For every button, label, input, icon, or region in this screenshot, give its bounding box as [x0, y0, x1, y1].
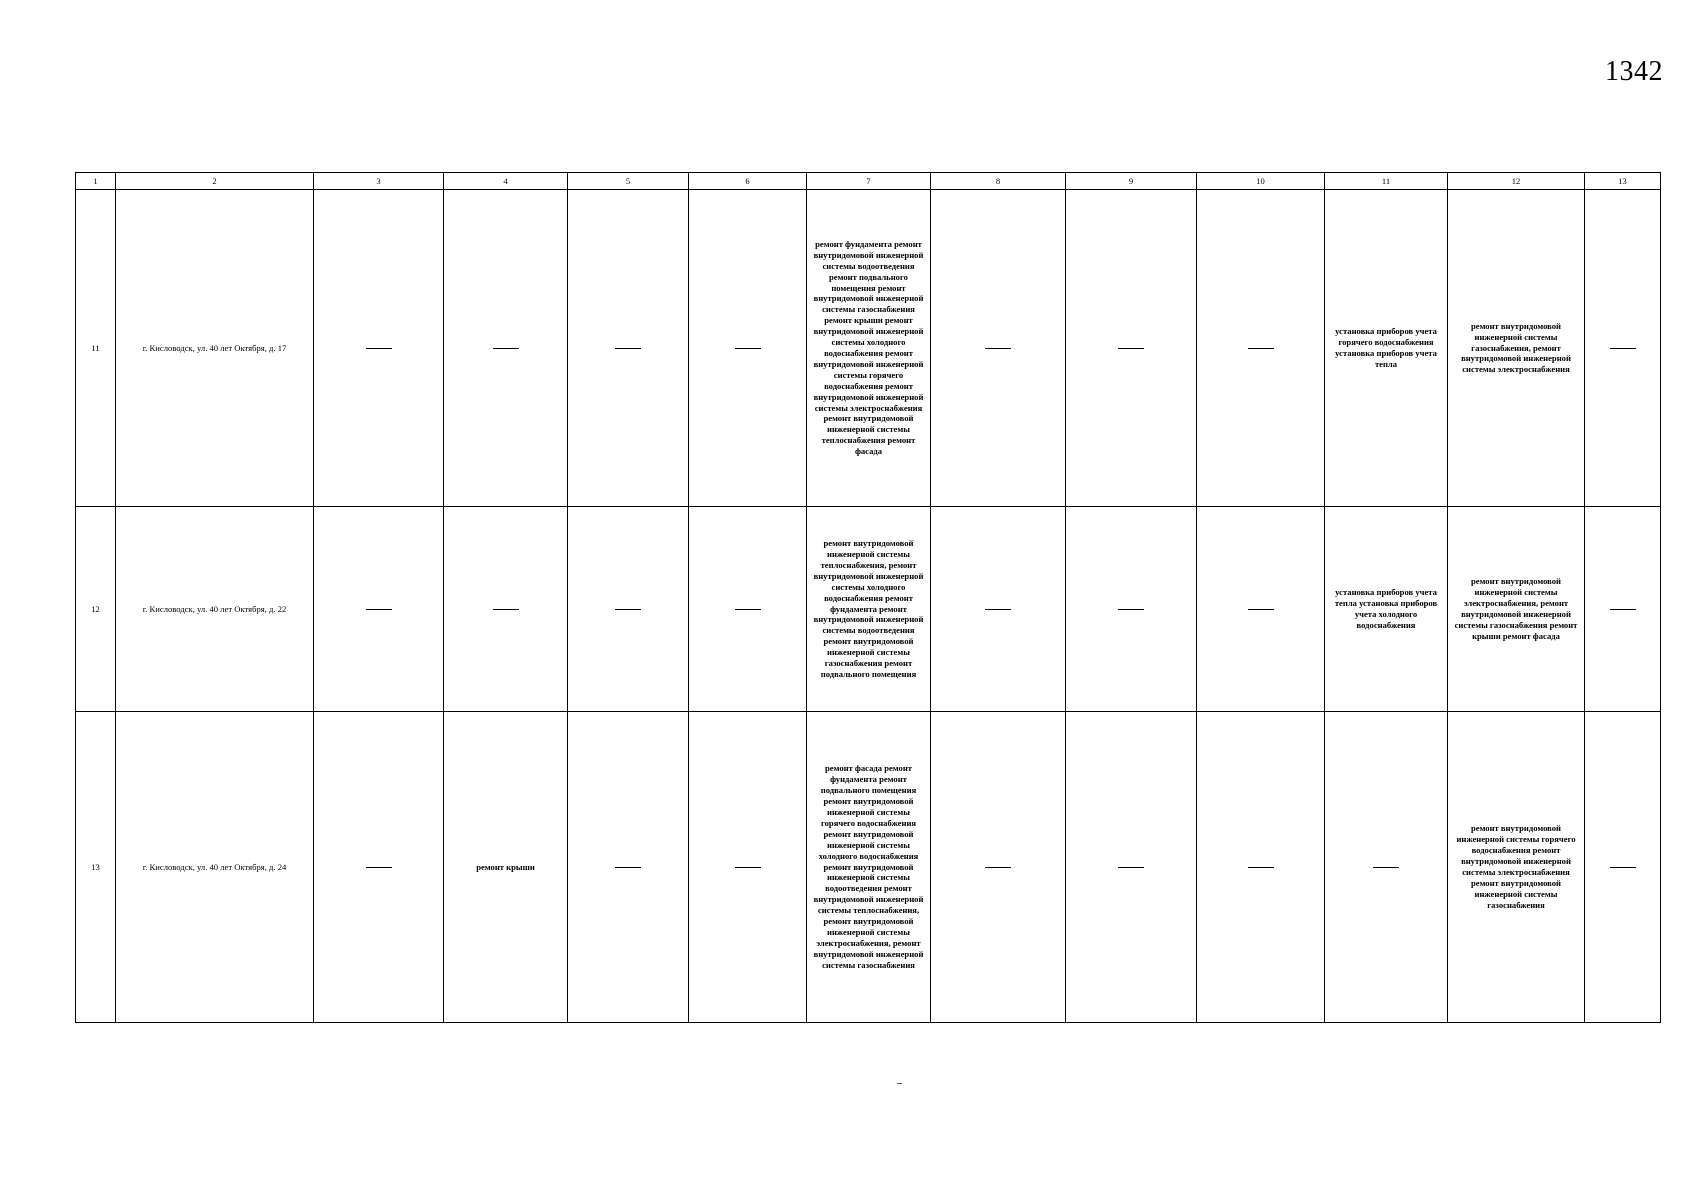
metering-cell: установка приборов учета горячего водоснабжения установка приборов учета тепла [1325, 190, 1448, 507]
cell-col5 [568, 190, 689, 507]
empty-dash [1248, 867, 1274, 868]
cell-col5 [568, 712, 689, 1023]
cell-col8 [931, 190, 1066, 507]
empty-dash [1248, 348, 1274, 349]
scan-mark [897, 1083, 902, 1084]
cell-col13 [1585, 712, 1661, 1023]
column-number: 3 [314, 173, 444, 190]
table-row [76, 507, 1661, 712]
cell-col5 [568, 507, 689, 712]
column-number-row [76, 173, 1661, 190]
column-number: 7 [807, 173, 931, 190]
empty-dash [735, 348, 761, 349]
works-cell: ремонт внутридомовой инженерной системы газоснабжения, ремонт внутридомовой инженерной системы электроснабжения [1448, 190, 1585, 507]
works-cell: ремонт крыши [444, 712, 568, 1023]
empty-dash [985, 609, 1011, 610]
cell-col13 [1585, 507, 1661, 712]
empty-dash [366, 609, 392, 610]
cell-col3 [314, 712, 444, 1023]
empty-dash [493, 609, 519, 610]
empty-dash [985, 348, 1011, 349]
cell-col9 [1066, 712, 1197, 1023]
empty-dash [1610, 348, 1636, 349]
empty-dash [1373, 867, 1399, 868]
cell-col11 [1325, 712, 1448, 1023]
empty-dash [1118, 867, 1144, 868]
empty-dash [1248, 609, 1274, 610]
column-number: 1 [76, 173, 116, 190]
works-cell: ремонт внутридомовой инженерной системы электроснабжения, ремонт внутридомовой инженерной системы газоснабжения ремонт крыши ремонт фасада [1448, 507, 1585, 712]
row-number: 13 [76, 712, 116, 1023]
empty-dash [735, 609, 761, 610]
works-cell: ремонт внутридомовой инженерной системы теплоснабжения, ремонт внутридомовой инженерной системы холодного водоснабжения ремонт фундамента ремонт внутридомовой инженерной системы водоотведения ремонт внутридомовой инженерной системы газоснабжения ремонт подвального помещения [807, 507, 931, 712]
empty-dash [493, 348, 519, 349]
works-cell: ремонт фасада ремонт фундамента ремонт подвального помещения ремонт внутридомовой инженерной системы горячего водоснабжения ремонт внутридомовой инженерной системы холодного водоснабжения ремонт внутридомовой инженерной системы водоотведения ремонт внутридомовой инженерной системы теплоснабжения, ремонт внутридомовой инженерной системы электроснабжения, ремонт внутридомовой инженерной системы газоснабжения [807, 712, 931, 1023]
empty-dash [1118, 348, 1144, 349]
work-plan-table [75, 172, 1661, 1023]
empty-dash [1610, 867, 1636, 868]
column-number: 11 [1325, 173, 1448, 190]
cell-col4 [444, 190, 568, 507]
column-number: 12 [1448, 173, 1585, 190]
cell-col10 [1197, 712, 1325, 1023]
column-number: 9 [1066, 173, 1197, 190]
empty-dash [615, 867, 641, 868]
page-number: 1342 [1605, 56, 1663, 87]
empty-dash [615, 609, 641, 610]
empty-dash [735, 867, 761, 868]
table-row [76, 190, 1661, 507]
address-cell: г. Кисловодск, ул. 40 лет Октября, д. 17 [116, 190, 314, 507]
empty-dash [1610, 609, 1636, 610]
column-number: 5 [568, 173, 689, 190]
column-number: 8 [931, 173, 1066, 190]
row-number: 11 [76, 190, 116, 507]
column-number: 4 [444, 173, 568, 190]
column-number: 6 [689, 173, 807, 190]
column-number: 13 [1585, 173, 1661, 190]
column-number: 10 [1197, 173, 1325, 190]
cell-col4 [444, 507, 568, 712]
metering-cell: установка приборов учета тепла установка приборов учета холодного водоснабжения [1325, 507, 1448, 712]
empty-dash [985, 867, 1011, 868]
cell-col3 [314, 507, 444, 712]
address-cell: г. Кисловодск, ул. 40 лет Октября, д. 22 [116, 507, 314, 712]
empty-dash [366, 348, 392, 349]
cell-col9 [1066, 507, 1197, 712]
cell-col10 [1197, 190, 1325, 507]
cell-col13 [1585, 190, 1661, 507]
table-row [76, 712, 1661, 1023]
cell-col6 [689, 712, 807, 1023]
works-cell: ремонт фундамента ремонт внутридомовой инженерной системы водоотведения ремонт подвального помещения ремонт внутридомовой инженерной системы газоснабжения ремонт крыши ремонт внутридомовой инженерной системы холодного водоснабжения ремонт внутридомовой инженерной системы горячего водоснабжения ремонт внутридомовой инженерной системы электроснабжения ремонт внутридомовой инженерной системы теплоснабжения ремонт фасада [807, 190, 931, 507]
empty-dash [615, 348, 641, 349]
column-number: 2 [116, 173, 314, 190]
cell-col3 [314, 190, 444, 507]
empty-dash [366, 867, 392, 868]
address-cell: г. Кисловодск, ул. 40 лет Октября, д. 24 [116, 712, 314, 1023]
row-number: 12 [76, 507, 116, 712]
cell-col8 [931, 507, 1066, 712]
cell-col9 [1066, 190, 1197, 507]
cell-col8 [931, 712, 1066, 1023]
empty-dash [1118, 609, 1144, 610]
cell-col6 [689, 190, 807, 507]
works-cell: ремонт внутридомовой инженерной системы горячего водоснабжения ремонт внутридомовой инженерной системы электроснабжения ремонт внутридомовой инженерной системы газоснабжения [1448, 712, 1585, 1023]
cell-col6 [689, 507, 807, 712]
cell-col10 [1197, 507, 1325, 712]
